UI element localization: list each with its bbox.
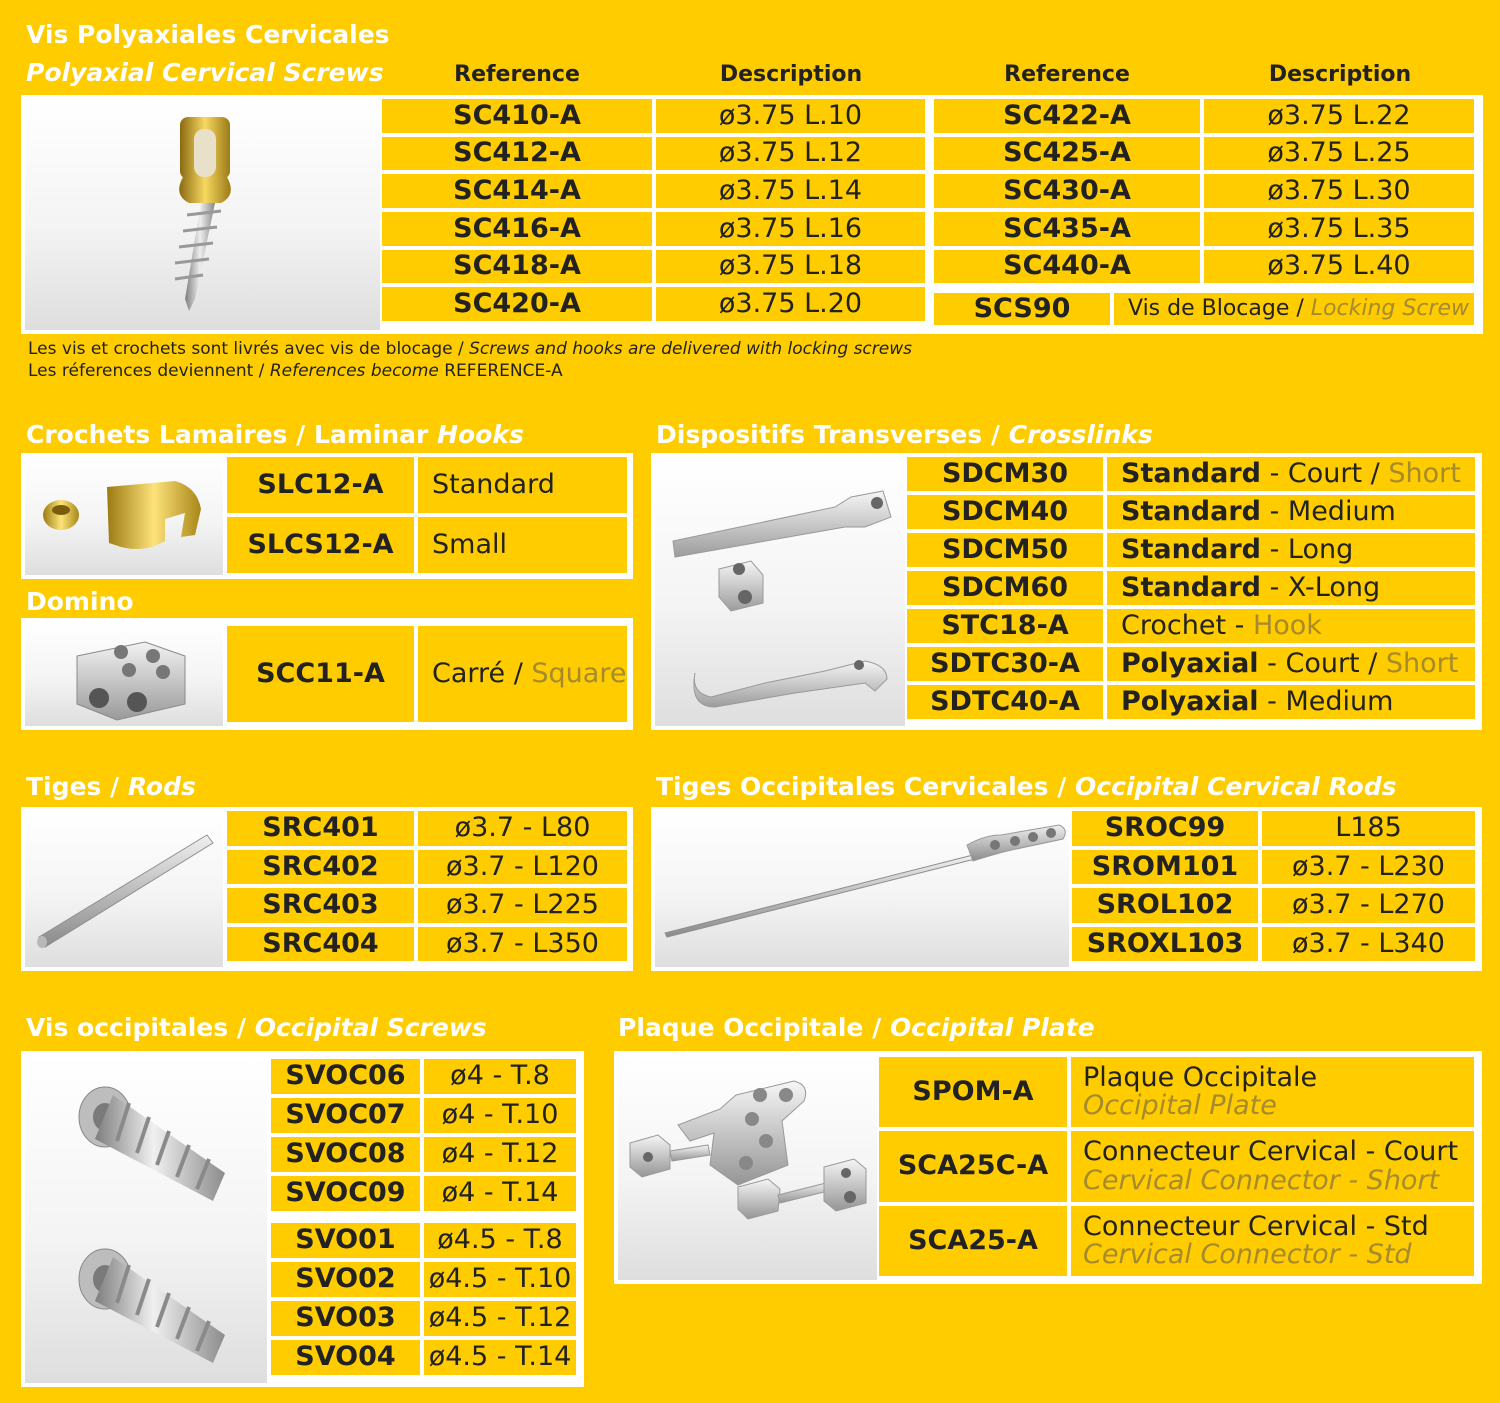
table-cell-reference: SC435-A — [934, 212, 1200, 246]
occipital-rods-table — [1072, 811, 1475, 961]
table-cell-description: ø3.7 - L230 — [1262, 850, 1475, 885]
table-cell-description — [1107, 571, 1475, 605]
column-header-reference: Reference — [1004, 62, 1130, 87]
occipital-plate-table — [879, 1057, 1474, 1276]
occipital-screw-image — [25, 1055, 267, 1383]
table-cell-description: ø3.7 - L80 — [418, 811, 627, 846]
size-label-en: Short — [1388, 457, 1461, 489]
table-cell-reference: SCC11-A — [227, 626, 414, 722]
laminar-hook-image — [25, 457, 223, 575]
table-cell-description — [1114, 293, 1474, 325]
rods-title-fr: Tiges / — [26, 772, 128, 801]
table-cell-description: L185 — [1262, 811, 1475, 846]
table-cell-description — [1071, 1057, 1474, 1127]
table-cell-reference: SDCM50 — [907, 533, 1103, 567]
table-cell-reference: SRC404 — [227, 927, 414, 962]
table-cell-reference: SDCM60 — [907, 571, 1103, 605]
section-title-occipital-screws — [26, 1012, 487, 1044]
table-cell-description: ø3.75 L.10 — [656, 99, 925, 133]
desc-fr: Connecteur Cervical - Court — [1083, 1136, 1459, 1168]
crosslinks-panel — [651, 453, 1482, 730]
size-label: - Long — [1260, 533, 1354, 565]
domino-desc-en: Square — [531, 657, 627, 689]
domino-panel — [21, 618, 633, 730]
table-cell-description: ø3.75 L.40 — [1204, 250, 1474, 284]
rods-title-en: Rods — [127, 772, 196, 801]
table-cell-reference: SPOM-A — [879, 1057, 1067, 1127]
occipital-screws-table-1 — [271, 1059, 576, 1211]
cervical-screws-table-right — [934, 99, 1474, 283]
section-title-occipital-plate — [618, 1012, 1095, 1044]
size-label: - Medium — [1260, 495, 1396, 527]
table-cell-description: ø3.75 L.12 — [656, 137, 925, 171]
reference-note — [28, 360, 563, 382]
table-cell-description — [1107, 457, 1475, 491]
table-cell-reference: SDCM30 — [907, 457, 1103, 491]
desc-fr: Connecteur Cervical - Std — [1083, 1210, 1429, 1242]
reference-note-code: REFERENCE-A — [444, 361, 563, 381]
section-title-cervical-screws-fr: Vis Polyaxiales Cervicales — [26, 20, 390, 49]
delivery-note-en: Screws and hooks are delivered with locking screws — [469, 339, 912, 359]
desc-en: Cervical Connector - Short — [1083, 1164, 1440, 1196]
table-cell-description: ø3.75 L.18 — [656, 250, 925, 284]
table-cell-reference: SVO02 — [271, 1262, 420, 1297]
locking-desc-fr: Vis de Blocage / — [1128, 296, 1311, 322]
table-cell-reference: SVOC08 — [271, 1137, 420, 1172]
table-cell-reference: SCS90 — [934, 293, 1110, 325]
domino-image — [25, 622, 223, 726]
table-cell-reference: SVOC06 — [271, 1059, 420, 1094]
table-cell-reference: SVO04 — [271, 1340, 420, 1375]
crosslink-image — [655, 457, 905, 726]
laminar-hooks-panel — [21, 453, 633, 579]
section-title-occipital-rods — [656, 771, 1396, 803]
table-cell-description: ø3.75 L.20 — [656, 287, 925, 321]
table-cell-reference: SDCM40 — [907, 495, 1103, 529]
table-cell-reference: SDTC30-A — [907, 647, 1103, 681]
table-cell-reference: SC410-A — [382, 99, 652, 133]
table-cell-description: ø3.7 - L340 — [1262, 927, 1475, 962]
table-cell-reference: STC18-A — [907, 609, 1103, 643]
table-cell-reference: SC412-A — [382, 137, 652, 171]
table-cell-description: ø4.5 - T.8 — [424, 1223, 576, 1258]
size-label: - Court / — [1260, 457, 1389, 489]
delivery-note — [28, 338, 912, 360]
section-title-rods — [26, 771, 196, 803]
desc-en: Occipital Plate — [1083, 1090, 1277, 1121]
table-cell-description: ø3.75 L.35 — [1204, 212, 1474, 246]
table-cell-reference: SC416-A — [382, 212, 652, 246]
table-cell-reference: SC414-A — [382, 174, 652, 208]
table-cell-description: ø3.75 L.25 — [1204, 137, 1474, 171]
table-cell-reference: SLC12-A — [227, 457, 414, 513]
size-label-en: Short — [1385, 647, 1459, 679]
table-cell-reference: SC425-A — [934, 137, 1200, 171]
occipital-screws-title-fr: Vis occipitales / — [26, 1013, 255, 1042]
occipital-screws-table-2 — [271, 1223, 576, 1375]
column-header-description: Description — [719, 62, 863, 87]
table-cell-reference: SLCS12-A — [227, 517, 414, 573]
type-label: Polyaxial — [1121, 685, 1259, 717]
column-header-description: Description — [1268, 62, 1412, 87]
table-cell-description: ø3.7 - L270 — [1262, 888, 1475, 923]
locking-desc-en: Locking Screw — [1310, 296, 1469, 322]
occipital-rods-panel — [651, 807, 1482, 971]
laminar-hooks-title-fr: Crochets Lamaires / Laminar — [26, 420, 438, 449]
table-cell-description: ø3.7 - L350 — [418, 927, 627, 962]
cervical-screws-panel — [21, 95, 1483, 334]
section-title-crosslinks — [656, 419, 1153, 451]
table-cell-description — [1107, 533, 1475, 567]
table-cell-reference: SVOC09 — [271, 1176, 420, 1211]
table-cell-description: Standard — [418, 457, 627, 513]
laminar-hooks-title-en: Hooks — [437, 420, 524, 449]
table-cell-reference: SC440-A — [934, 250, 1200, 284]
table-cell-reference: SC422-A — [934, 99, 1200, 133]
section-title-domino: Domino — [26, 587, 134, 616]
desc-en: Cervical Connector - Std — [1083, 1239, 1412, 1270]
size-label-en: Hook — [1252, 609, 1322, 641]
table-cell-description: ø4.5 - T.12 — [424, 1301, 576, 1336]
table-cell-description: ø4.5 - T.10 — [424, 1262, 576, 1297]
rods-panel — [21, 807, 633, 971]
table-cell-reference: SRC402 — [227, 850, 414, 885]
section-title-laminar-hooks — [26, 419, 524, 451]
table-cell-description: ø4 - T.12 — [424, 1137, 576, 1172]
table-cell-description — [418, 626, 627, 722]
table-cell-description — [1071, 1206, 1474, 1276]
delivery-note-fr: Les vis et crochets sont livrés avec vis de blocage / — [28, 339, 470, 359]
laminar-hooks-table — [227, 457, 627, 573]
occipital-rod-image — [655, 811, 1069, 967]
table-cell-reference: SVO03 — [271, 1301, 420, 1336]
desc-fr: Plaque Occipitale — [1083, 1061, 1318, 1093]
size-label: - Court / — [1258, 647, 1386, 679]
crosslinks-table — [907, 457, 1475, 719]
table-cell-description: ø4 - T.8 — [424, 1059, 576, 1094]
occipital-plate-image — [618, 1055, 877, 1280]
table-cell-description: ø3.75 L.30 — [1204, 174, 1474, 208]
table-cell-description: ø4 - T.10 — [424, 1098, 576, 1133]
domino-table — [227, 626, 627, 722]
locking-screw-row — [934, 293, 1474, 325]
table-cell-reference: SRC401 — [227, 811, 414, 846]
table-cell-reference: SC430-A — [934, 174, 1200, 208]
rod-image — [25, 811, 223, 967]
table-cell-description: ø4 - T.14 — [424, 1176, 576, 1211]
table-cell-reference: SCA25C-A — [879, 1131, 1067, 1202]
table-cell-reference: SVOC07 — [271, 1098, 420, 1133]
table-cell-reference: SROC99 — [1072, 811, 1258, 846]
size-label: - X-Long — [1260, 571, 1381, 603]
crosslinks-title-fr: Dispositifs Transverses / — [656, 420, 1009, 449]
occipital-screws-title-en: Occipital Screws — [254, 1013, 487, 1042]
table-cell-description — [1107, 685, 1475, 719]
type-label: Polyaxial — [1121, 647, 1259, 679]
size-label: Crochet - — [1121, 609, 1253, 641]
crosslinks-title-en: Crosslinks — [1008, 420, 1153, 449]
size-label: - Medium — [1258, 685, 1394, 717]
table-cell-reference: SDTC40-A — [907, 685, 1103, 719]
table-cell-reference: SCA25-A — [879, 1206, 1067, 1276]
section-title-cervical-screws-en: Polyaxial Cervical Screws — [26, 58, 384, 87]
table-cell-reference: SVO01 — [271, 1223, 420, 1258]
cervical-screws-table-left — [382, 99, 925, 321]
occipital-rods-title-en: Occipital Cervical Rods — [1075, 772, 1397, 801]
table-cell-description — [1107, 495, 1475, 529]
table-cell-description — [1071, 1131, 1474, 1202]
table-cell-description — [1107, 647, 1475, 681]
type-label: Standard — [1121, 571, 1261, 603]
table-cell-description: ø4.5 - T.14 — [424, 1340, 576, 1375]
table-cell-reference: SC420-A — [382, 287, 652, 321]
table-cell-reference: SC418-A — [382, 250, 652, 284]
occipital-plate-panel — [614, 1051, 1482, 1284]
table-cell-reference: SROXL103 — [1072, 927, 1258, 962]
table-cell-reference: SROL102 — [1072, 888, 1258, 923]
table-cell-description: ø3.75 L.14 — [656, 174, 925, 208]
rods-table — [227, 811, 627, 961]
table-cell-description — [1107, 609, 1475, 643]
type-label: Standard — [1121, 495, 1261, 527]
table-cell-description: ø3.75 L.16 — [656, 212, 925, 246]
occipital-rods-title-fr: Tiges Occipitales Cervicales / — [656, 772, 1076, 801]
polyaxial-screw-image — [25, 99, 380, 330]
reference-note-en: References become — [269, 361, 445, 381]
table-cell-reference: SRC403 — [227, 888, 414, 923]
table-cell-description: ø3.7 - L225 — [418, 888, 627, 923]
column-header-reference: Reference — [454, 62, 580, 87]
occipital-plate-title-fr: Plaque Occipitale / — [618, 1013, 890, 1042]
domino-desc-fr: Carré / — [432, 657, 532, 689]
table-cell-reference: SROM101 — [1072, 850, 1258, 885]
occipital-screws-panel — [21, 1051, 584, 1387]
type-label: Standard — [1121, 457, 1261, 489]
table-cell-description: Small — [418, 517, 627, 573]
occipital-plate-title-en: Occipital Plate — [889, 1013, 1095, 1042]
reference-note-fr: Les réferences deviennent / — [28, 361, 270, 381]
type-label: Standard — [1121, 533, 1261, 565]
table-cell-description: ø3.7 - L120 — [418, 850, 627, 885]
table-cell-description: ø3.75 L.22 — [1204, 99, 1474, 133]
